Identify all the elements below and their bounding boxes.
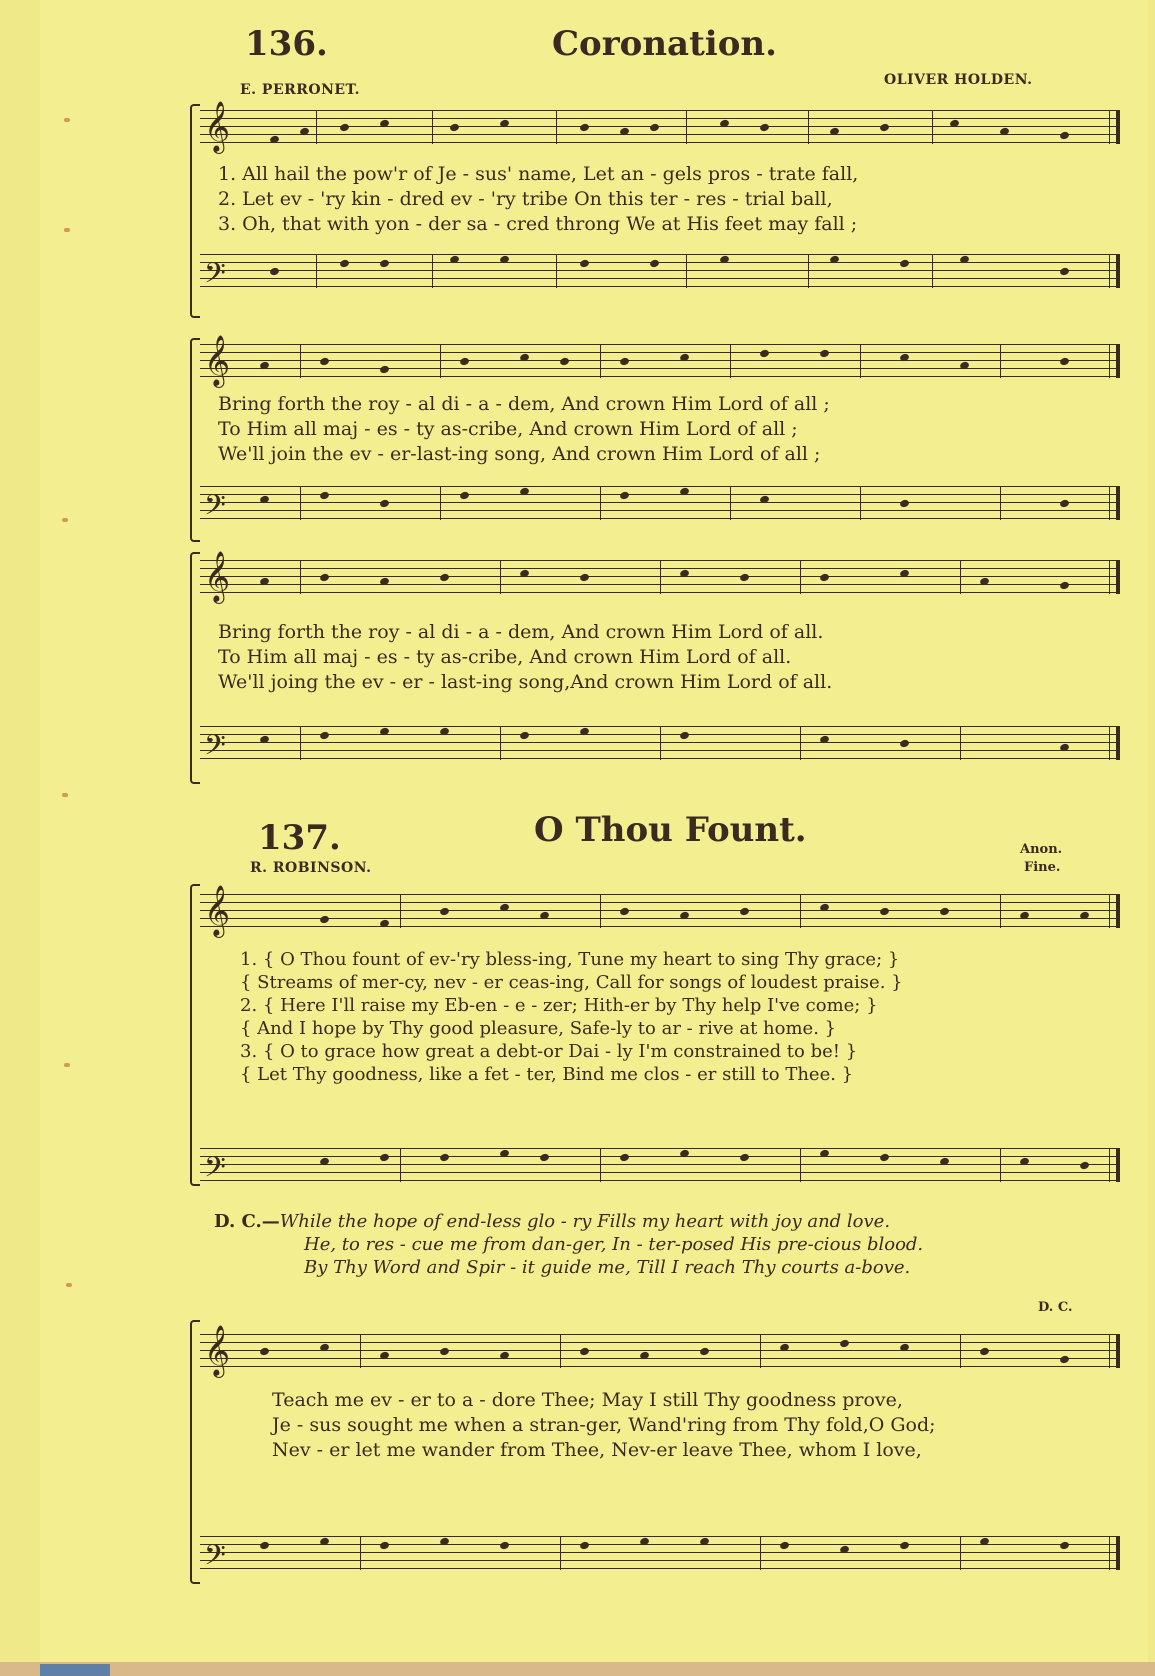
system-brace — [190, 338, 200, 542]
lyric-line: Je - sus sought me when a stran-ger, Wand'ring from Thy fold,O God; — [272, 1414, 936, 1436]
dc-marking: D. C. — [1038, 1300, 1073, 1315]
treble-staff — [200, 551, 1120, 602]
treble-staff — [200, 885, 1120, 936]
composer-credit: OLIVER HOLDEN. — [884, 72, 1033, 88]
lyric-line: We'll joing the ev - er - last-ing song,And crown Him Lord of all. — [218, 671, 833, 693]
bass-clef-icon: 𝄢 — [204, 1539, 226, 1579]
author-credit: R. ROBINSON. — [250, 860, 372, 876]
system-brace — [190, 884, 200, 1186]
hymn-title: Coronation. — [552, 24, 777, 64]
lyric-line: 1. { O Thou fount of ev-'ry bless-ing, Tune my heart to sing Thy grace; } — [240, 949, 900, 970]
lyric-line: By Thy Word and Spir - it guide me, Till I reach Thy courts a-bove. — [304, 1257, 911, 1278]
treble-clef-icon: 𝄞 — [204, 1325, 231, 1376]
treble-clef-icon: 𝄞 — [204, 551, 231, 602]
composer-credit: Anon. — [1020, 842, 1063, 857]
treble-staff — [200, 335, 1120, 386]
paper-spot — [64, 118, 70, 122]
treble-clef-icon: 𝄞 — [204, 335, 231, 386]
lyric-line: To Him all maj - es - ty as-cribe, And crown Him Lord of all. — [218, 646, 792, 668]
bass-staff — [200, 486, 1120, 529]
paper-spot — [62, 518, 68, 522]
verse-lyrics — [218, 392, 1098, 467]
paper-spot — [62, 793, 68, 797]
lyric-line: 3. { O to grace how great a debt-or Dai - ly I'm constrained to be! } — [240, 1041, 858, 1062]
treble-clef-icon: 𝄞 — [204, 101, 231, 152]
system-brace — [190, 104, 200, 318]
bass-clef-icon: 𝄢 — [204, 489, 226, 529]
lyric-line: 3. Oh, that with yon - der sa - cred throng We at His feet may fall ; — [218, 213, 858, 235]
lyric-line: While the hope of end-less glo - ry Fills my heart with joy and love. — [279, 1211, 891, 1232]
system-brace — [190, 1320, 200, 1584]
author-credit: E. PERRONET. — [240, 82, 361, 98]
lyric-line: { And I hope by Thy good pleasure, Safe-ly to ar - rive at home. } — [240, 1018, 837, 1039]
fine-marking: Fine. — [1024, 860, 1061, 875]
lyric-line: Bring forth the roy - al di - a - dem, And crown Him Lord of all ; — [218, 393, 830, 415]
hymn-title: O Thou Fount. — [534, 810, 807, 850]
bass-staff — [200, 1536, 1120, 1579]
lyric-line: We'll join the ev - er-last-ing song, And crown Him Lord of all ; — [218, 443, 821, 465]
hymn-number: 136. — [245, 24, 328, 64]
lyric-line: Nev - er let me wander from Thee, Nev-er leave Thee, whom I love, — [272, 1439, 922, 1461]
page-edge — [0, 1662, 1155, 1676]
bass-clef-icon: 𝄢 — [204, 1151, 226, 1191]
paper-spot — [66, 1283, 72, 1287]
treble-clef-icon: 𝄞 — [204, 885, 231, 936]
bass-staff — [200, 1148, 1120, 1191]
paper-spot — [64, 228, 70, 232]
bass-staff — [200, 254, 1120, 297]
bass-clef-icon: 𝄢 — [204, 257, 226, 297]
lyric-line: He, to res - cue me from dan-ger, In - ter-posed His pre-cious blood. — [304, 1234, 924, 1255]
lyric-line: To Him all maj - es - ty as-cribe, And crown Him Lord of all ; — [218, 418, 798, 440]
lyric-line: Bring forth the roy - al di - a - dem, And crown Him Lord of all. — [218, 621, 824, 643]
verse-lyrics — [240, 948, 1120, 1086]
paper-spot — [64, 1063, 70, 1067]
lyric-line: 2. { Here I'll raise my Eb-en - e - zer; Hith-er by Thy help I've come; } — [240, 995, 878, 1016]
lyric-line: Teach me ev - er to a - dore Thee; May I still Thy goodness prove, — [272, 1389, 903, 1411]
dc-lyrics — [214, 1210, 1094, 1279]
dc-label: D. C.— — [214, 1211, 280, 1232]
lyric-line: { Streams of mer-cy, nev - er ceas-ing, Call for songs of loudest praise. } — [240, 972, 903, 993]
refrain-lyrics — [272, 1388, 1152, 1463]
bass-staff — [200, 726, 1120, 769]
hymn-number: 137. — [258, 818, 341, 858]
verse-lyrics — [218, 162, 1098, 237]
lyric-line: 1. All hail the pow'r of Je - sus' name, Let an - gels pros - trate fall, — [218, 163, 859, 185]
treble-staff — [200, 101, 1120, 152]
bookmark-tab — [40, 1664, 110, 1676]
lyric-line: { Let Thy goodness, like a fet - ter, Bind me clos - er still to Thee. } — [240, 1064, 854, 1085]
bass-clef-icon: 𝄢 — [204, 729, 226, 769]
verse-lyrics — [218, 620, 1098, 695]
lyric-line: 2. Let ev - 'ry kin - dred ev - 'ry tribe On this ter - res - trial ball, — [218, 188, 833, 210]
treble-staff — [200, 1325, 1120, 1376]
system-brace — [190, 552, 200, 784]
